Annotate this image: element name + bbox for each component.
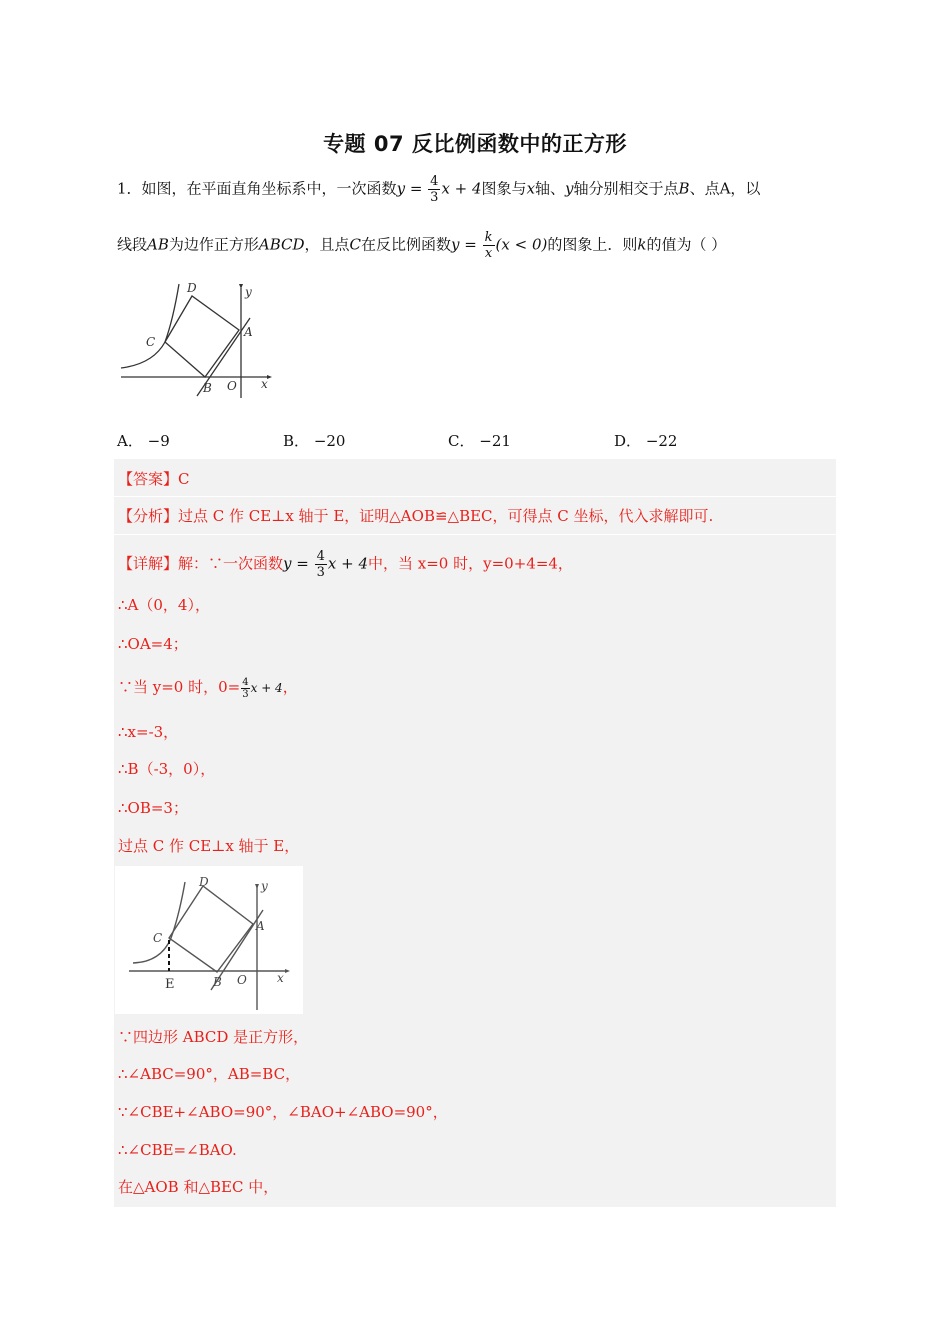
hyperbola-curve [133, 882, 185, 963]
step-y0-comma: ， [282, 678, 298, 696]
option-value: −22 [645, 432, 678, 450]
option-letter: B． [283, 432, 310, 450]
separator [114, 534, 836, 535]
label-E: E [165, 977, 175, 992]
step-angle: ∴∠ABC=90°，AB=BC， [118, 1065, 301, 1083]
step-y0-tail: x + 4 [250, 681, 283, 695]
step-eq: ∴∠CBE=∠BAO. [118, 1141, 237, 1159]
solution-figure [115, 866, 303, 1014]
question-text-2e: 的图象上．则 [547, 235, 638, 254]
option-letter: C． [448, 432, 475, 450]
y-axis-arrow [239, 284, 243, 289]
inverse-denominator: x [484, 246, 493, 261]
label-C: C [146, 335, 156, 349]
question-text-2b: 为边作正方形 [168, 235, 259, 254]
hyperbola-curve [121, 284, 179, 368]
question-line-2 [117, 230, 726, 261]
step-square: ∵四边形 ABCD 是正方形， [118, 1028, 309, 1046]
detail-text-b: 中，当 x=0 时，y=0+4=4， [368, 554, 573, 573]
detail-tag: 【详解】 [118, 554, 179, 573]
option-c [448, 430, 511, 451]
answer-tag: 【答案】 [118, 470, 179, 488]
question-text-2d: 在反比例函数 [361, 235, 452, 254]
question-text-1a: 如图，在平面直角坐标系中，一次函数 [141, 179, 397, 198]
option-value: −20 [313, 432, 346, 450]
step-y0-numerator: 4 [242, 676, 249, 688]
detail-fraction [315, 549, 327, 580]
question-text-2a: 线段 [117, 235, 148, 254]
option-letter: A． [117, 432, 143, 450]
step-y0-text: ∵当 y=0 时，0= [118, 678, 241, 696]
step-B: ∴B（-3，0）， [118, 760, 216, 778]
inverse-numerator: k [484, 230, 493, 245]
formula-eq: = [405, 179, 428, 198]
var-y: y [565, 179, 574, 198]
var-AB: AB [147, 235, 169, 254]
step-y0-fraction [241, 677, 249, 700]
step-sum: ∵∠CBE+∠ABO=90°，∠BAO+∠ABO=90°， [118, 1103, 448, 1121]
var-ABCD: ABCD [258, 235, 305, 254]
answer-value: C [178, 470, 190, 488]
fraction-denominator: 3 [430, 190, 439, 205]
label-C: C [153, 931, 163, 945]
question-text-1c: 轴、 [535, 179, 566, 198]
fraction-numerator: 4 [430, 174, 439, 189]
question-text-2c: ，且点 [304, 235, 350, 254]
question-text-1b: 图象与 [481, 179, 527, 198]
x-axis-arrow [285, 969, 290, 973]
label-y: y [245, 285, 252, 299]
question-line-1 [117, 174, 760, 205]
answer-line [118, 468, 190, 490]
detail-line [118, 549, 573, 580]
detail-formula-eq: = [291, 554, 314, 573]
option-letter: D． [614, 432, 642, 450]
step-y0 [118, 676, 298, 700]
label-y: y [261, 879, 268, 893]
option-value: −9 [147, 432, 170, 450]
step-CE: 过点 C 作 CE⊥x 轴于 E， [118, 837, 300, 855]
solution-block [114, 459, 836, 1207]
option-b [283, 430, 345, 451]
detail-formula-y: y [283, 554, 292, 573]
label-A: A [256, 919, 265, 933]
option-value: −21 [479, 432, 511, 450]
question-text-1e: 、点A，以 [689, 179, 761, 198]
step-in: 在△AOB 和△BEC 中， [118, 1178, 279, 1196]
formula-fraction [428, 174, 440, 205]
question-text-2f: 的值为（ ） [646, 235, 727, 254]
var-C: C [349, 235, 362, 254]
label-B: B [213, 975, 222, 989]
analysis-text: 过点 C 作 CE⊥x 轴于 E，证明△AOB≌△BEC，可得点 C 坐标，代入求解即可. [178, 507, 714, 525]
detail-numerator: 4 [316, 549, 325, 564]
square-abcd [165, 296, 239, 377]
detail-text-a: 解：∵一次函数 [178, 554, 284, 573]
label-B: B [203, 381, 212, 395]
var-x: x [526, 179, 536, 198]
var-k: k [637, 235, 647, 254]
detail-formula-tail: x + 4 [327, 554, 369, 573]
var-B: B [678, 179, 690, 198]
formula-tail: x + 4 [441, 179, 482, 198]
label-x: x [277, 971, 284, 985]
inverse-eq: = [459, 235, 482, 254]
label-D: D [199, 875, 209, 889]
step-A: ∴A（0，4）， [118, 596, 210, 614]
question-figure [117, 280, 279, 402]
inverse-y: y [451, 235, 460, 254]
inverse-fraction [483, 230, 495, 261]
step-y0-denominator: 3 [242, 688, 249, 700]
separator [114, 496, 836, 497]
option-d [614, 430, 677, 451]
option-a [117, 430, 170, 451]
label-D: D [187, 281, 197, 295]
formula-y: y [396, 179, 406, 198]
label-O: O [227, 379, 237, 393]
label-O: O [237, 973, 247, 987]
analysis-tag: 【分析】 [118, 507, 179, 525]
detail-denominator: 3 [316, 565, 325, 580]
label-x: x [261, 377, 268, 391]
analysis-line [118, 505, 713, 527]
page-title: 专题 07 反比例函数中的正方形 [323, 132, 627, 156]
y-axis-arrow [255, 884, 259, 889]
step-x: ∴x=-3， [118, 723, 179, 741]
question-text-1d: 轴分别相交于点 [573, 179, 679, 198]
inverse-condition: (x < 0) [495, 235, 548, 254]
step-OB: ∴OB=3； [118, 799, 188, 817]
label-A: A [244, 325, 253, 339]
step-OA: ∴OA=4； [118, 635, 188, 653]
question-number: 1． [117, 179, 142, 198]
